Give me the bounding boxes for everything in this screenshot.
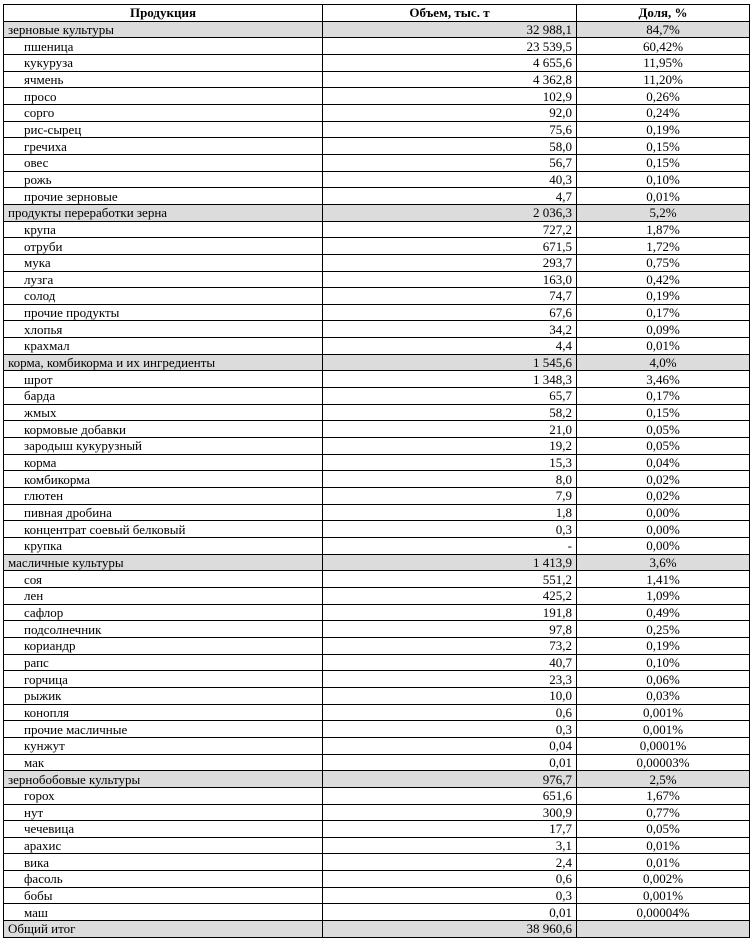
cell-product: крупа — [4, 221, 323, 238]
cell-product: горчица — [4, 671, 323, 688]
cell-product: гречиха — [4, 138, 323, 155]
table-row — [4, 637, 750, 654]
cell-share: 0,77% — [577, 804, 750, 821]
cell-share: 0,01% — [577, 854, 750, 871]
cell-volume: 293,7 — [323, 254, 577, 271]
cell-volume: - — [323, 538, 577, 555]
cell-volume: 727,2 — [323, 221, 577, 238]
table-row — [4, 604, 750, 621]
cell-product: хлопья — [4, 321, 323, 338]
cell-volume: 0,01 — [323, 904, 577, 921]
cell-volume: 23,3 — [323, 671, 577, 688]
cell-volume: 976,7 — [323, 771, 577, 788]
table-row — [4, 221, 750, 238]
cell-volume: 34,2 — [323, 321, 577, 338]
cell-share: 0,05% — [577, 421, 750, 438]
table-row — [4, 571, 750, 588]
cell-volume: 40,3 — [323, 171, 577, 188]
cell-volume: 4,7 — [323, 188, 577, 205]
cell-product: барда — [4, 388, 323, 405]
table-row — [4, 304, 750, 321]
cell-product: концентрат соевый белковый — [4, 521, 323, 538]
cell-volume: 19,2 — [323, 438, 577, 455]
cell-volume: 32 988,1 — [323, 21, 577, 38]
cell-share: 0,15% — [577, 404, 750, 421]
cell-volume: 0,6 — [323, 704, 577, 721]
cell-share — [577, 921, 750, 938]
table-row — [4, 404, 750, 421]
cell-share: 11,95% — [577, 54, 750, 71]
table-row — [4, 721, 750, 738]
cell-share: 60,42% — [577, 38, 750, 55]
table-row — [4, 88, 750, 105]
cell-volume: 74,7 — [323, 288, 577, 305]
cell-volume: 1 348,3 — [323, 371, 577, 388]
cell-share: 3,6% — [577, 554, 750, 571]
table-row — [4, 871, 750, 888]
cell-product: продукты переработки зерна — [4, 204, 323, 221]
table-body — [4, 21, 750, 937]
cell-share: 0,04% — [577, 454, 750, 471]
cell-volume: 7,9 — [323, 488, 577, 505]
table-row — [4, 121, 750, 138]
cell-share: 2,5% — [577, 771, 750, 788]
table-row — [4, 837, 750, 854]
cell-volume: 3,1 — [323, 837, 577, 854]
cell-volume: 56,7 — [323, 154, 577, 171]
cell-share: 84,7% — [577, 21, 750, 38]
cell-volume: 551,2 — [323, 571, 577, 588]
cell-volume: 0,01 — [323, 754, 577, 771]
cell-share: 0,19% — [577, 288, 750, 305]
cell-volume: 0,6 — [323, 871, 577, 888]
cell-share: 0,03% — [577, 687, 750, 704]
table-row — [4, 654, 750, 671]
cell-product: зерновые культуры — [4, 21, 323, 38]
cell-product: ячмень — [4, 71, 323, 88]
cell-share: 1,41% — [577, 571, 750, 588]
cell-product: фасоль — [4, 871, 323, 888]
cell-product: кукуруза — [4, 54, 323, 71]
cell-product: Общий итог — [4, 921, 323, 938]
cell-share: 0,26% — [577, 88, 750, 105]
table-row — [4, 104, 750, 121]
cell-product: прочие продукты — [4, 304, 323, 321]
table-row — [4, 421, 750, 438]
cell-share: 0,17% — [577, 388, 750, 405]
cell-volume: 1 413,9 — [323, 554, 577, 571]
cell-product: пивная дробина — [4, 504, 323, 521]
cell-product: подсолнечник — [4, 621, 323, 638]
cell-product: просо — [4, 88, 323, 105]
cell-volume: 425,2 — [323, 587, 577, 604]
table-header-row — [4, 5, 750, 22]
cell-share: 0,09% — [577, 321, 750, 338]
cell-volume: 1 545,6 — [323, 354, 577, 371]
cell-volume: 4,4 — [323, 338, 577, 355]
table-row — [4, 521, 750, 538]
table-row — [4, 388, 750, 405]
cell-share: 0,001% — [577, 887, 750, 904]
table-row — [4, 438, 750, 455]
cell-share: 0,00004% — [577, 904, 750, 921]
cell-volume: 651,6 — [323, 787, 577, 804]
cell-share: 0,01% — [577, 338, 750, 355]
table-row — [4, 887, 750, 904]
table-row — [4, 504, 750, 521]
cell-share: 0,05% — [577, 438, 750, 455]
cell-share: 1,09% — [577, 587, 750, 604]
cell-share: 3,46% — [577, 371, 750, 388]
cell-share: 11,20% — [577, 71, 750, 88]
cell-volume: 0,3 — [323, 721, 577, 738]
cell-volume: 4 655,6 — [323, 54, 577, 71]
table-row — [4, 188, 750, 205]
cell-share: 0,00% — [577, 538, 750, 555]
table-row — [4, 454, 750, 471]
table-row — [4, 737, 750, 754]
cell-product: горох — [4, 787, 323, 804]
table-row — [4, 338, 750, 355]
cell-share: 0,001% — [577, 704, 750, 721]
cell-volume: 8,0 — [323, 471, 577, 488]
table-row — [4, 271, 750, 288]
table-row — [4, 538, 750, 555]
table-group-row — [4, 354, 750, 371]
cell-product: рис-сырец — [4, 121, 323, 138]
table-row — [4, 71, 750, 88]
cell-product: конопля — [4, 704, 323, 721]
cell-product: отруби — [4, 238, 323, 255]
cell-share: 0,24% — [577, 104, 750, 121]
table-row — [4, 288, 750, 305]
table-row — [4, 804, 750, 821]
cell-product: рожь — [4, 171, 323, 188]
cell-volume: 102,9 — [323, 88, 577, 105]
production-table — [3, 4, 750, 938]
cell-volume: 17,7 — [323, 821, 577, 838]
cell-product: кунжут — [4, 737, 323, 754]
cell-volume: 40,7 — [323, 654, 577, 671]
cell-share: 0,19% — [577, 637, 750, 654]
cell-product: глютен — [4, 488, 323, 505]
table-row — [4, 904, 750, 921]
cell-product: зернобобовые культуры — [4, 771, 323, 788]
cell-share: 0,10% — [577, 171, 750, 188]
table-group-row — [4, 771, 750, 788]
cell-volume: 15,3 — [323, 454, 577, 471]
cell-share: 5,2% — [577, 204, 750, 221]
table-row — [4, 787, 750, 804]
cell-volume: 21,0 — [323, 421, 577, 438]
cell-volume: 23 539,5 — [323, 38, 577, 55]
cell-product: сафлор — [4, 604, 323, 621]
header-product: Продукция — [4, 5, 323, 22]
cell-product: мука — [4, 254, 323, 271]
table-row — [4, 704, 750, 721]
cell-share: 0,06% — [577, 671, 750, 688]
cell-product: вика — [4, 854, 323, 871]
cell-product: пшеница — [4, 38, 323, 55]
cell-product: масличные культуры — [4, 554, 323, 571]
cell-share: 0,75% — [577, 254, 750, 271]
cell-product: соя — [4, 571, 323, 588]
table-total-row — [4, 921, 750, 938]
cell-product: жмых — [4, 404, 323, 421]
cell-volume: 67,6 — [323, 304, 577, 321]
cell-share: 0,00003% — [577, 754, 750, 771]
cell-volume: 65,7 — [323, 388, 577, 405]
cell-share: 0,02% — [577, 471, 750, 488]
cell-product: чечевица — [4, 821, 323, 838]
table-row — [4, 687, 750, 704]
cell-product: прочие зерновые — [4, 188, 323, 205]
cell-share: 1,87% — [577, 221, 750, 238]
cell-product: бобы — [4, 887, 323, 904]
cell-product: корма — [4, 454, 323, 471]
cell-product: зародыш кукурузный — [4, 438, 323, 455]
cell-volume: 0,3 — [323, 887, 577, 904]
cell-product: рапс — [4, 654, 323, 671]
cell-product: крупка — [4, 538, 323, 555]
table-row — [4, 821, 750, 838]
cell-volume: 92,0 — [323, 104, 577, 121]
table-row — [4, 154, 750, 171]
cell-share: 0,49% — [577, 604, 750, 621]
cell-product: прочие масличные — [4, 721, 323, 738]
table-row — [4, 371, 750, 388]
cell-share: 0,42% — [577, 271, 750, 288]
cell-volume: 163,0 — [323, 271, 577, 288]
table-group-row — [4, 204, 750, 221]
cell-product: комбикорма — [4, 471, 323, 488]
cell-volume: 38 960,6 — [323, 921, 577, 938]
cell-volume: 97,8 — [323, 621, 577, 638]
cell-share: 0,19% — [577, 121, 750, 138]
table-row — [4, 54, 750, 71]
cell-product: арахис — [4, 837, 323, 854]
cell-share: 1,67% — [577, 787, 750, 804]
cell-product: лузга — [4, 271, 323, 288]
cell-product: мак — [4, 754, 323, 771]
cell-product: маш — [4, 904, 323, 921]
cell-share: 0,002% — [577, 871, 750, 888]
cell-volume: 58,0 — [323, 138, 577, 155]
table-row — [4, 171, 750, 188]
table-container — [3, 4, 749, 938]
cell-volume: 2 036,3 — [323, 204, 577, 221]
cell-share: 1,72% — [577, 238, 750, 255]
cell-share: 0,00% — [577, 521, 750, 538]
table-row — [4, 621, 750, 638]
table-row — [4, 671, 750, 688]
cell-product: овес — [4, 154, 323, 171]
cell-product: солод — [4, 288, 323, 305]
cell-product: лен — [4, 587, 323, 604]
cell-product: кормовые добавки — [4, 421, 323, 438]
cell-share: 0,15% — [577, 138, 750, 155]
header-share: Доля, % — [577, 5, 750, 22]
cell-share: 4,0% — [577, 354, 750, 371]
table-row — [4, 488, 750, 505]
cell-share: 0,10% — [577, 654, 750, 671]
table-row — [4, 587, 750, 604]
table-group-row — [4, 554, 750, 571]
cell-share: 0,17% — [577, 304, 750, 321]
cell-product: рыжик — [4, 687, 323, 704]
cell-volume: 10,0 — [323, 687, 577, 704]
cell-share: 0,05% — [577, 821, 750, 838]
table-row — [4, 38, 750, 55]
cell-product: корма, комбикорма и их ингредиенты — [4, 354, 323, 371]
cell-share: 0,25% — [577, 621, 750, 638]
cell-volume: 0,04 — [323, 737, 577, 754]
cell-product: шрот — [4, 371, 323, 388]
table-row — [4, 321, 750, 338]
table-row — [4, 138, 750, 155]
table-row — [4, 254, 750, 271]
cell-volume: 4 362,8 — [323, 71, 577, 88]
cell-volume: 58,2 — [323, 404, 577, 421]
cell-volume: 191,8 — [323, 604, 577, 621]
table-row — [4, 754, 750, 771]
cell-product: сорго — [4, 104, 323, 121]
cell-share: 0,15% — [577, 154, 750, 171]
cell-share: 0,01% — [577, 837, 750, 854]
table-group-row — [4, 21, 750, 38]
table-row — [4, 854, 750, 871]
cell-product: нут — [4, 804, 323, 821]
cell-volume: 671,5 — [323, 238, 577, 255]
cell-volume: 0,3 — [323, 521, 577, 538]
cell-share: 0,0001% — [577, 737, 750, 754]
cell-volume: 75,6 — [323, 121, 577, 138]
cell-share: 0,001% — [577, 721, 750, 738]
header-volume: Объем, тыс. т — [323, 5, 577, 22]
table-row — [4, 471, 750, 488]
cell-volume: 2,4 — [323, 854, 577, 871]
table-row — [4, 238, 750, 255]
cell-share: 0,00% — [577, 504, 750, 521]
cell-volume: 73,2 — [323, 637, 577, 654]
cell-volume: 300,9 — [323, 804, 577, 821]
cell-share: 0,01% — [577, 188, 750, 205]
cell-product: кориандр — [4, 637, 323, 654]
cell-share: 0,02% — [577, 488, 750, 505]
cell-product: крахмал — [4, 338, 323, 355]
cell-volume: 1,8 — [323, 504, 577, 521]
